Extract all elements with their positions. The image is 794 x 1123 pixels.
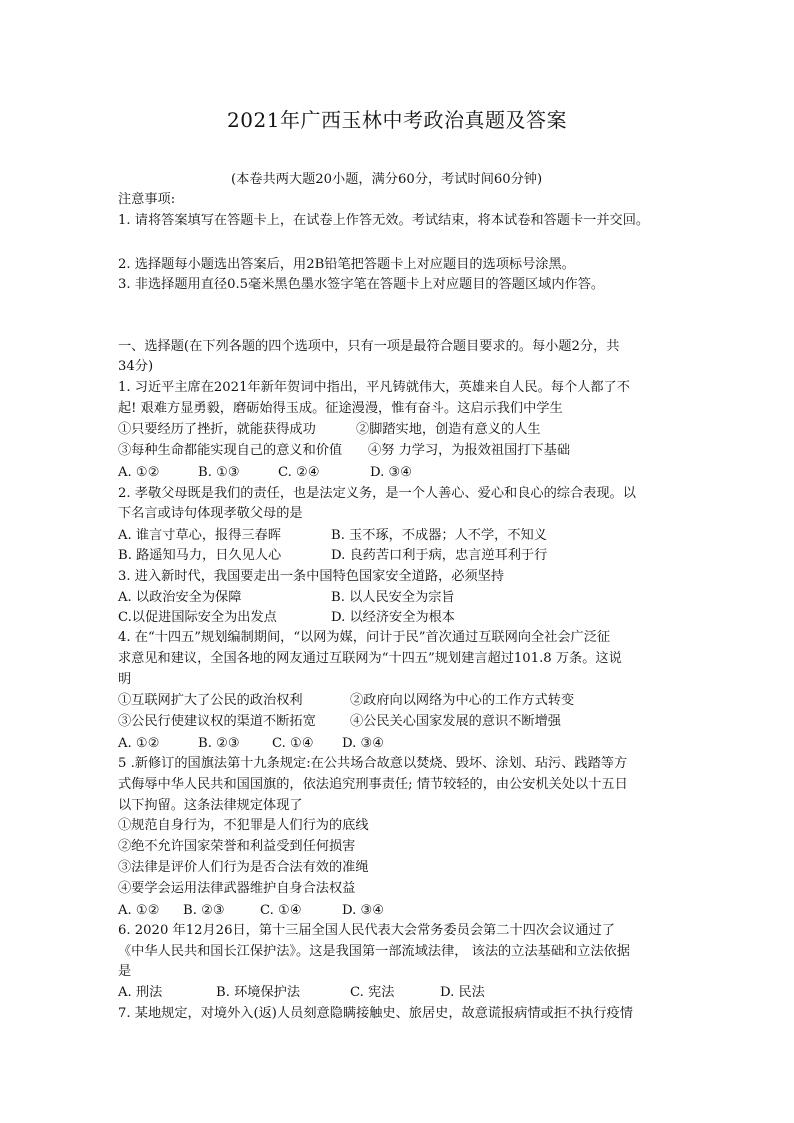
section-heading: 34分)	[118, 359, 154, 374]
answer-choice: D. ③④	[342, 736, 385, 751]
answer-choice: A. ①②	[118, 736, 160, 751]
question-stem: 《中华人民共和国长江保护法》。这是我国第一部流域法律， 该法的立法基础和立法依据	[118, 944, 630, 959]
answer-choice: C. ①④	[260, 903, 302, 918]
answer-choice: D. 良药苦口利于病，忠言逆耳利于行	[331, 548, 548, 563]
question-stem: 明	[118, 672, 132, 687]
answer-choice: D. ③④	[370, 465, 413, 480]
page-title: 2021年广西玉林中考政治真题及答案	[227, 108, 567, 132]
question-stem: 求意见和建议，全国各地的网友通过互联网为“十四五”规划建言超过101.8 万条。这说	[118, 651, 622, 666]
question-stem: 7. 某地规定，对境外入(返)人员刻意隐瞒接触史、旅居史，故意谎报病情或拒不执行疫情	[118, 1006, 633, 1021]
answer-choice: B. 玉不琢，不成器；人不学，不知义	[331, 528, 547, 543]
notice-line: 1. 请将答案填写在答题卡上，在试卷上作答无效。考试结束，将本试卷和答题卡一并交回。	[118, 213, 650, 228]
question-stem: 2. 孝敬父母既是我们的责任，也是法定义务，是一个人善心、爱心和良心的综合表现。以	[118, 486, 636, 501]
question-item: ②绝不允许国家荣誉和利益受到任何损害	[118, 839, 356, 854]
question-stem: 4. 在“十四五”规划编制期间，“以网为媒，问计于民”首次通过互联网向全社会广泛征	[118, 630, 611, 645]
question-stem: 是	[118, 964, 132, 979]
answer-choice: B. 路遥知马力，日久见人心	[118, 548, 282, 563]
answer-choice: B. ②③	[183, 903, 225, 918]
section-heading: 一、选择题(在下列各题的四个选项中，只有一项是最符合题目要求的。每小题2分，共	[118, 339, 620, 354]
question-item: ④公民关心国家发展的意识不断增强	[350, 714, 561, 729]
notice-heading: 注意事项:	[118, 192, 176, 207]
question-item: ③每种生命都能实现自己的意义和价值	[118, 443, 343, 458]
question-stem: 6. 2020 年12月26日，第十三届全国人民代表大会常务委员会第二十四次会议通过了	[118, 923, 615, 938]
answer-choice: C. 宪法	[350, 985, 395, 1000]
answer-choice: B. 以人民安全为宗旨	[331, 590, 455, 605]
question-stem: 3. 进入新时代，我国要走出一条中国特色国家安全道路，必须坚持	[118, 569, 505, 584]
answer-choice: D. 以经济安全为根本	[331, 610, 455, 625]
answer-choice: A. ①②	[118, 903, 160, 918]
answer-choice: A. 谁言寸草心，报得三春晖	[118, 528, 281, 543]
question-item: ③公民行使建议权的渠道不断拓宽	[118, 714, 316, 729]
subtitle: (本卷共两大题20小题，满分60分，考试时间60分钟)	[231, 172, 543, 187]
notice-line: 3. 非选择题用直径0.5毫米黑色墨水签字笔在答题卡上对应题目的答题区域内作答。	[118, 277, 605, 292]
answer-choice: A. ①②	[118, 465, 160, 480]
question-stem: 下名言或诗句体现孝敬父母的是	[118, 506, 303, 521]
question-item: ③法律是评价人们行为是否合法有效的准绳	[118, 860, 369, 875]
notice-line: 2. 选择题每小题选出答案后，用2B铅笔把答题卡上对应题目的选项标号涂黑。	[118, 257, 575, 272]
question-stem: 式侮辱中华人民共和国国旗的，依法追究刑事责任; 情节较轻的，由公安机关处以十五日	[118, 777, 628, 792]
answer-choice: A. 刑法	[118, 985, 163, 1000]
question-item: ②政府向以网络为中心的工作方式转变	[350, 693, 575, 708]
question-item: ②脚踏实地，创造有意义的人生	[356, 422, 541, 437]
question-stem: 起! 艰难方显勇毅，磨砺始得玉成。征途漫漫，惟有奋斗。这启示我们中学生	[118, 401, 563, 416]
question-item: ④要学会运用法律武器维护自身合法权益	[118, 881, 356, 896]
question-stem: 1. 习近平主席在2021年新年贺词中指出，平凡铸就伟大，英雄来自人民。每个人都了不	[118, 380, 630, 395]
answer-choice: B. ①③	[198, 465, 240, 480]
question-stem: 以下拘留。这条法律规定体现了	[118, 798, 303, 813]
question-item: ①只要经历了挫折，就能获得成功	[118, 422, 316, 437]
answer-choice: D. ③④	[342, 903, 385, 918]
question-stem: 5 .新修订的国旗法第十九条规定:在公共场合故意以焚烧、毁坏、涂划、玷污、践踏等方	[118, 756, 628, 771]
answer-choice: C. ②④	[278, 465, 320, 480]
question-item: ①规范自身行为，不犯罪是人们行为的底线	[118, 818, 369, 833]
answer-choice: B. 环境保护法	[216, 985, 301, 1000]
answer-choice: C.以促进国际安全为出发点	[118, 610, 277, 625]
answer-choice: D. 民法	[440, 985, 485, 1000]
question-item: ④努 力学习，为报效祖国打下基础	[368, 443, 571, 458]
answer-choice: A. 以政治安全为保障	[118, 590, 242, 605]
answer-choice: B. ②③	[198, 736, 240, 751]
question-item: ①互联网扩大了公民的政治权利	[118, 693, 303, 708]
answer-choice: C. ①④	[272, 736, 314, 751]
